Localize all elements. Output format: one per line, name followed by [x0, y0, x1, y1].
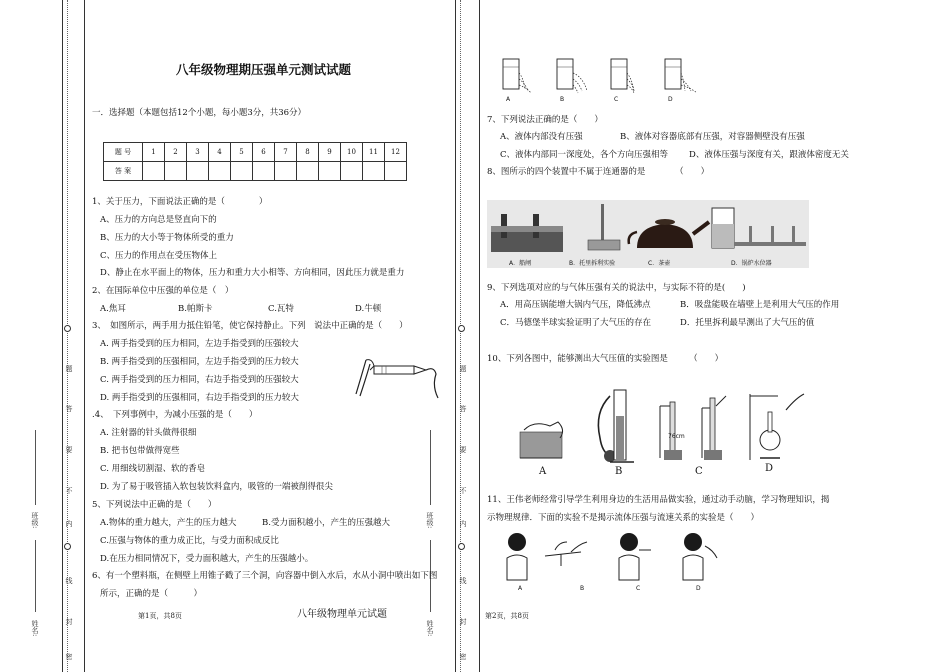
q3-option-c: C. 两手指受到的压力相同，右边手指受到的压强较大 — [100, 375, 299, 385]
q10-label-c: C — [695, 466, 703, 477]
q4-option-b: B. 把书包带做得宽些 — [100, 446, 180, 456]
answer-cell[interactable] — [297, 162, 319, 181]
question-5-stem: 5、下列说法中正确的是（ ） — [92, 500, 217, 510]
q7-option-b: B、液体对容器底部有压强，对容器侧壁没有压强 — [620, 132, 805, 142]
table-cell-number: 1 — [143, 143, 165, 162]
q8-caption-b: B．托里拆利实验 — [569, 260, 616, 267]
seal-char: 答 — [65, 405, 73, 412]
page-title: 八年级物理期压强单元测试试题 — [176, 62, 352, 77]
center-inner-border-line — [479, 0, 480, 672]
binding-hole-icon — [458, 543, 465, 550]
question-8-stem: 8、图所示的四个装置中不属于连通器的是 （ ） — [487, 167, 710, 177]
page-number: 第2页，共8页 — [485, 612, 529, 620]
center-seal-dotted-line — [460, 0, 461, 672]
answer-cell[interactable] — [341, 162, 363, 181]
q10-label-d: D — [765, 463, 774, 474]
name-label: 姓名: — [426, 620, 434, 637]
answer-cell[interactable] — [187, 162, 209, 181]
seal-char: 封 — [459, 618, 467, 625]
question-4-stem: .4、 下列事例中，为减小压强的是（ ） — [92, 410, 258, 420]
question-2-stem: 2、在国际单位中压强的单位是（ ） — [92, 286, 234, 296]
q8-caption-a: A．船闸 — [509, 260, 532, 267]
q10-height-label: 76cm — [668, 433, 685, 440]
seal-char: 内 — [65, 520, 73, 527]
q2-option-a: A.焦耳 — [100, 304, 126, 314]
seal-char: 密 — [65, 653, 73, 660]
q1-option-d: D、静止在水平面上的物体，压力和重力大小相等、方向相同，因此压力就是重力 — [100, 268, 405, 278]
q10-label-a: A — [539, 466, 547, 477]
left-inner-border-line — [84, 0, 85, 672]
left-border-line — [62, 0, 63, 672]
page-number: 第1页，共8页 — [138, 612, 182, 620]
q4-option-a: A. 注射器的针头做得很细 — [100, 428, 197, 438]
binding-hole-icon — [458, 325, 465, 332]
left-seal-dotted-line — [67, 0, 68, 672]
section-heading: 一．选择题（本题包括12个小题，每小题3分，共36分） — [92, 108, 307, 118]
q5-option-b: B.受力面积越小，产生的压强越大 — [262, 518, 390, 528]
footer-title: 八年级物理单元试题 — [297, 609, 387, 620]
q7-option-d: D、液体压强与深度有关，跟液体密度无关 — [689, 150, 849, 160]
q1-option-b: B、压力的大小等于物体所受的重力 — [100, 233, 234, 243]
table-cell-number: 4 — [209, 143, 231, 162]
table-cell-number: 8 — [297, 143, 319, 162]
seal-char: 要 — [459, 446, 467, 453]
pencil-fingers-figure — [352, 354, 444, 402]
answer-cell[interactable] — [385, 162, 407, 181]
seal-char: 线 — [65, 577, 73, 584]
q11-label-b: B — [580, 585, 585, 592]
answer-cell[interactable] — [165, 162, 187, 181]
table-cell-number: 5 — [231, 143, 253, 162]
q9-option-c: C．马德堡半球实验证明了大气压的存在 — [500, 318, 652, 328]
q3-option-b: B. 两手指受到的压强相同，左边手指受到的压力较大 — [100, 357, 299, 367]
answer-cell[interactable] — [231, 162, 253, 181]
seal-char: 不 — [459, 487, 467, 494]
table-header-answer: 答 案 — [104, 162, 143, 181]
answer-cell[interactable] — [143, 162, 165, 181]
seal-char: 封 — [65, 618, 73, 625]
question-7-stem: 7、下列说法正确的是（ ） — [487, 115, 603, 125]
q4-option-d: D. 为了易于吸管插入软包装饮料盒内，吸管的一端被削得很尖 — [100, 482, 333, 492]
name-label: 姓名: — [31, 620, 39, 637]
class-write-line — [35, 430, 36, 505]
q8-devices-figure — [487, 200, 809, 260]
table-cell-number: 12 — [385, 143, 407, 162]
q2-option-d: D.牛顿 — [355, 304, 382, 314]
q11-label-c: C — [636, 585, 641, 592]
q6-label-d: D — [668, 96, 673, 103]
table-cell-number: 3 — [187, 143, 209, 162]
q6-label-c: C — [614, 96, 619, 103]
question-3-stem: 3、 如图所示，两手用力抵住铅笔，使它保持静止。下列 说法中正确的是（ ） — [92, 321, 408, 331]
q4-option-c: C. 用细线切割湿、软的香皂 — [100, 464, 206, 474]
question-11-stem: 11、王伟老师经常引导学生利用身边的生活用品做实验，通过动手动脑，学习物理知识，揭 — [487, 495, 830, 505]
question-6-stem-cont: 所示，正确的是（ ） — [100, 589, 203, 599]
question-9-stem: 9、下列选项对应的与气体压强有关的说法中，与实际不符的是( ) — [487, 283, 746, 293]
binding-hole-icon — [64, 543, 71, 550]
table-cell-number: 10 — [341, 143, 363, 162]
seal-char: 要 — [65, 446, 73, 453]
q11-label-d: D — [696, 585, 701, 592]
q11-children-figure — [495, 528, 725, 582]
answer-cell[interactable] — [253, 162, 275, 181]
q11-label-a: A — [518, 585, 523, 592]
q9-option-b: B．吸盘能吸在墙壁上是利用大气压的作用 — [680, 300, 840, 310]
seal-char: 内 — [459, 520, 467, 527]
question-1-stem: 1、关于压力，下面说法正确的是（ ） — [92, 197, 268, 207]
q9-option-d: D．托里拆利最早测出了大气压的值 — [680, 318, 815, 328]
q2-option-c: C.瓦特 — [268, 304, 294, 314]
q7-option-a: A、液体内部没有压强 — [500, 132, 583, 142]
q5-option-c: C.压强与物体的重力成正比，与受力面积成反比 — [100, 536, 279, 546]
table-cell-number: 9 — [319, 143, 341, 162]
q10-label-b: B — [615, 466, 623, 477]
table-cell-number: 7 — [275, 143, 297, 162]
q9-option-a: A．用高压锅能增大锅内气压，降低沸点 — [500, 300, 651, 310]
answer-cell[interactable] — [275, 162, 297, 181]
q1-option-a: A、压力的方向总是竖直向下的 — [100, 215, 217, 225]
answer-cell[interactable] — [319, 162, 341, 181]
table-cell-number: 6 — [253, 143, 275, 162]
question-11-stem-cont: 示物理规律．下面的实验不是揭示流体压强与流速关系的实验是（ ） — [487, 513, 760, 523]
seal-char: 题 — [65, 365, 73, 372]
q6-bottles-figure — [495, 55, 705, 107]
seal-char: 线 — [459, 577, 467, 584]
q6-label-b: B — [560, 96, 565, 103]
q1-option-c: C、压力的作用点在受压物体上 — [100, 251, 218, 261]
q3-option-a: A. 两手指受到的压力相同，左边手指受到的压强较大 — [100, 339, 299, 349]
table-cell-number: 11 — [363, 143, 385, 162]
question-6-stem: 6、有一个塑料瓶，在侧壁上用锥子戳了三个洞，向容器中倒入水后，水从小洞中喷出如下图 — [92, 571, 438, 581]
q8-caption-c: C．茶壶 — [648, 260, 671, 267]
q3-option-d: D. 两手指受到的压强相同，右边手指受到的压力较大 — [100, 393, 299, 403]
answer-table — [103, 142, 407, 181]
class-label: 班级: — [31, 512, 39, 529]
name-write-line — [35, 540, 36, 612]
q7-option-c: C、液体内部同一深度处，各个方向压强相等 — [500, 150, 669, 160]
q10-experiments-figure — [510, 382, 810, 468]
class-label: 班级: — [426, 512, 434, 529]
table-header-number: 题 号 — [104, 143, 143, 162]
answer-cell[interactable] — [209, 162, 231, 181]
class-write-line — [430, 430, 431, 505]
q2-option-b: B.帕斯卡 — [178, 304, 213, 314]
answer-cell[interactable] — [363, 162, 385, 181]
seal-char: 题 — [459, 365, 467, 372]
table-cell-number: 2 — [165, 143, 187, 162]
q5-option-a: A.物体的重力越大，产生的压力越大 — [100, 518, 237, 528]
question-10-stem: 10、下列各图中，能够测出大气压值的实验图是 （ ） — [487, 354, 724, 364]
q8-caption-d: D．锅炉水位器 — [731, 260, 772, 267]
center-border-line — [455, 0, 456, 672]
q6-label-a: A — [506, 96, 511, 103]
binding-hole-icon — [64, 325, 71, 332]
seal-char: 答 — [459, 405, 467, 412]
seal-char: 密 — [459, 653, 467, 660]
q5-option-d: D.在压力相同情况下，受力面积越大，产生的压强越小。 — [100, 554, 314, 564]
seal-char: 不 — [65, 487, 73, 494]
